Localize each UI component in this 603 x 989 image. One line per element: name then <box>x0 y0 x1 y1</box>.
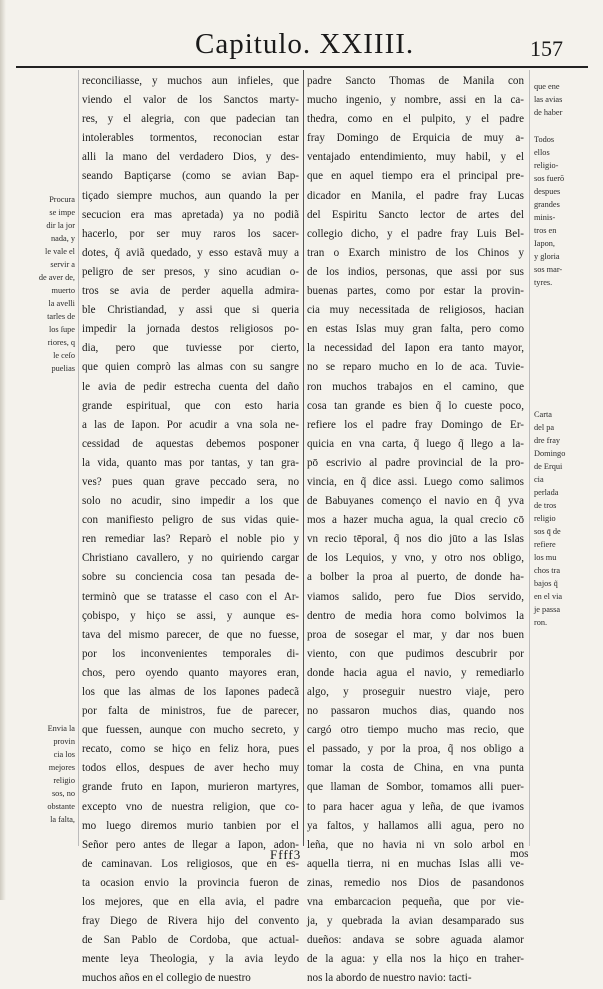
text-line: grande fruto en Iapon, murieron martyres, <box>82 781 299 794</box>
margin-note-line: sos fuerō <box>534 174 565 183</box>
text-line: la necessidad del Iapon era tanto mayor, <box>307 342 524 355</box>
text-line: por falta de ministros, fue de parecer, <box>82 705 299 718</box>
text-line: excepto vno de nuestra religion, que co- <box>82 800 299 813</box>
margin-note-line: Carta <box>534 410 552 419</box>
text-column-right <box>307 72 524 985</box>
margin-note-line: dir la jor <box>46 221 75 230</box>
text-line: de los Lequios, y vno, y otro nos obligo, <box>307 552 524 565</box>
text-line: to para hacer agua y leña, de que ivamos <box>307 800 524 813</box>
text-line: por los inconvenientes temporales di- <box>82 647 299 660</box>
margin-note-line: mejores <box>48 763 75 772</box>
text-line: de la agua: y ella nos la hiço en traher- <box>307 953 524 966</box>
margin-note-line: se impe <box>49 208 75 217</box>
margin-note-line: chos tra <box>534 566 561 575</box>
text-line: viamos salido, pero fue Dios servido, <box>307 590 524 603</box>
margin-note-line: la avelli <box>48 299 75 308</box>
text-line: ya faltos, y hallamos alli agua, pero no <box>307 819 524 832</box>
text-line: collegio dicho, y el padre fray Luis Bel- <box>307 227 524 240</box>
margin-note-line: religio <box>534 514 556 523</box>
text-line: recato, como se hiço en feliz hora, pues <box>82 743 299 756</box>
margin-note-line: del pa <box>534 423 555 432</box>
text-line: sobre su conciencia cosa tan pesada de- <box>82 571 299 584</box>
margin-note-line: Domingo <box>534 449 566 458</box>
margin-note-line: muerto <box>51 286 75 295</box>
margin-note-line: Procura <box>49 195 75 204</box>
text-line: de los indios, personas, que assi por sus <box>307 265 524 278</box>
text-line: los mejores, que en ella avia, el padre <box>82 896 299 909</box>
margin-note-line: cia <box>534 475 544 484</box>
text-line: Christiano cavallero, y no quiriendo cargar <box>82 552 299 565</box>
text-line: los que las almas de los Iapones padecã <box>82 686 299 698</box>
chapter-title: Capitulo. XXIIII. <box>195 28 415 60</box>
text-line: zinas, remedio nos Dios de pasandonos <box>307 876 524 889</box>
margin-note-top-right <box>534 80 594 119</box>
text-line: Señor pero antes de llegar a Iapon, adon- <box>82 838 299 851</box>
text-line: tran o Exarch ministro de los Chinos y <box>307 246 524 259</box>
text-line: de San Pablo de Cordoba, que actual- <box>82 934 299 947</box>
text-line: que en aquel tiempo era el principal pre- <box>307 170 524 183</box>
margin-note-line: tros en <box>534 226 557 235</box>
margin-note-line: Iapon, <box>534 239 555 248</box>
text-line: aquella tierra, ni en muchas Islas alli ve- <box>307 857 524 870</box>
text-line: viendo el valor de los Sanctos marty- <box>82 94 299 107</box>
margin-note-line: le ceſo <box>53 351 75 360</box>
text-line: hacerlo, por ser muy raros los sacer- <box>82 227 299 240</box>
right-margin-rule <box>529 70 530 846</box>
text-line: muchos años en el collegio de nuestro <box>82 972 251 985</box>
text-line: ja, y quebrada la avian desamparado sus <box>307 915 524 928</box>
signature-mark: Ffff3 <box>270 847 302 862</box>
margin-note-line: dre fray <box>534 436 561 445</box>
text-line: que llaman de Sombor, tomamos alli puer- <box>307 781 524 794</box>
text-line: la vida, quanto mas por tantas, y tan gra- <box>82 456 299 469</box>
catchword: mos <box>510 848 529 860</box>
text-line: buenas partes, como por estar la provin- <box>307 285 524 298</box>
text-line: intolerables tormentos, reconocian estar <box>82 132 299 145</box>
text-line: chos, pero oyendo quanto mayores eran, <box>82 666 299 679</box>
margin-note-line: sos, no <box>51 789 75 798</box>
text-line: fray Diego de Rivera hijo del convento <box>82 915 299 928</box>
text-line: vn recio tēporal, q̃ nos dio jūto a las Islas <box>307 533 524 546</box>
text-line: ventajado entendimiento, muy habil, y el <box>307 151 524 164</box>
text-line: en estas Islas muy gran falta, pero como <box>307 323 524 336</box>
text-line: leña, que no havia ni vn solo arbol en <box>307 838 524 851</box>
text-line: dueños: andava se sobre aguada alamor <box>307 934 524 947</box>
column-divider <box>303 70 304 846</box>
text-line: el passado, y por la proa, q̃ nos obligo a <box>307 743 524 756</box>
text-line: ves? pues quan grave peccado sera, no <box>82 475 299 488</box>
margin-note-line: las avias <box>534 95 563 104</box>
text-line: con manifiesto peligro de sus vidas quie- <box>82 514 299 527</box>
text-line: dentro de media hora como bolvimos la <box>307 609 524 622</box>
margin-note-line: sos q̄ de <box>534 527 561 536</box>
margin-note-line: de tros <box>534 501 557 510</box>
margin-note-line: tarles de <box>47 312 75 321</box>
margin-note-envia <box>15 722 75 826</box>
margin-note-line: le vale el <box>45 247 75 256</box>
margin-note-line: de Erqui <box>534 462 563 471</box>
text-line: proa de sosegar el mar, y dar nos buen <box>307 628 524 641</box>
margin-note-line: obstante <box>47 802 75 811</box>
left-margin-rule <box>78 70 79 846</box>
text-line: mos a hazer mucha agua, la qual crecio cō <box>307 514 524 527</box>
text-line: que quien comprò las almas con su sangre <box>82 361 299 374</box>
text-line: todos ellos, despues de aver hecho muy <box>82 762 299 775</box>
text-line: refiere los el padre fray Domingo de Er- <box>307 418 524 431</box>
text-line: seando Baptiçarse (como se avian Bap- <box>82 170 299 183</box>
margin-note-line: la falta, <box>50 815 75 824</box>
margin-note-line: nada, y <box>51 234 75 243</box>
margin-note-line: despues <box>534 187 561 196</box>
margin-note-line: religio <box>53 776 75 785</box>
margin-note-line: minis- <box>534 213 556 222</box>
text-line: cia muy necessitada de religiosos, hacian <box>307 304 524 317</box>
text-line: tiçado siempre muchos, aun quando la per <box>82 189 299 202</box>
text-line: de caminavan. Los religiosos, que en es- <box>82 857 299 870</box>
text-line: le avia de pedir estrecha cuenta del daño <box>82 380 299 393</box>
text-line: quicia en vna carta, q̃ luego q̃ llego a la- <box>307 437 524 450</box>
text-line: ren remediar las? Reparò el noble pio y <box>82 533 299 546</box>
margin-note-line: tyres. <box>534 278 553 287</box>
margin-note-procura <box>15 193 75 375</box>
text-line: que fuessen, aunque con mucho secreto, y <box>82 724 299 737</box>
text-line: tomar la costa de China, en vna punta <box>307 762 524 775</box>
text-line: del Espiritu Sancto lector de artes del <box>307 208 524 221</box>
text-line: ta ocasion envio la provincia fueron de <box>82 876 299 889</box>
margin-note-line: provin <box>53 737 75 746</box>
margin-note-line: de haber <box>534 108 563 117</box>
text-line: a bolber la proa al puerto, de donde ha- <box>307 571 524 584</box>
text-line: no passaron muchos dias, quando nos <box>307 705 524 718</box>
margin-note-line: Envia la <box>47 724 75 733</box>
text-line: solo no acudir, sino impedir a los que <box>82 495 299 508</box>
margin-note-line: puelias <box>51 364 75 373</box>
text-line: vna embarcacion pequeña, que por vie- <box>307 896 524 909</box>
margin-note-line: ron. <box>534 618 548 627</box>
text-line: terminò que se tratasse el caso con el Ar- <box>82 590 299 603</box>
margin-note-line: perlada <box>534 488 559 497</box>
margin-note-line: los ſupe <box>48 325 75 334</box>
text-line: vincia, en q̃ dice assi. Luego como salimos <box>307 475 524 488</box>
text-line: ron muchos trabajos en el camino, que <box>307 380 524 393</box>
margin-note-todos <box>534 133 594 289</box>
text-line: cargó otro tiempo mucho mas recio, que <box>307 724 524 737</box>
margin-note-carta <box>534 408 594 629</box>
margin-note-line: cia los <box>53 750 75 759</box>
text-line: cosa tan grande es bien q̃ lo cueste poco, <box>307 399 524 412</box>
margin-note-line: y gloria <box>534 252 560 261</box>
margin-note-line: servir a <box>50 260 75 269</box>
margin-note-line: religio- <box>534 161 559 170</box>
text-line: impedir la jornada destos religiosos po- <box>82 323 299 336</box>
text-line: ble Christiandad, y assi que si queria <box>82 304 299 317</box>
text-line: cessidad de aquestas debemos posponer <box>82 437 299 450</box>
margin-note-line: riores, q <box>47 338 75 347</box>
margin-note-line: bajos q̃ <box>534 579 558 588</box>
text-line: mucho ingenio, y nombre, assi en la ca- <box>307 94 524 107</box>
text-line: secucion era mas apretada) ya no podiã <box>82 208 299 221</box>
margin-note-line: los mu <box>534 553 557 562</box>
text-line: donde hacia agua el navio, y remediarlo <box>307 666 524 679</box>
margin-note-line: sos mar- <box>534 265 563 274</box>
text-line: tava del mismo parecer, de que no fuesse, <box>82 628 299 641</box>
text-line: res, y el alegria, con que padecian tan <box>82 113 299 126</box>
margin-note-line: je passa <box>534 605 561 614</box>
text-line: mo luego diremos murio tanbien por el <box>82 819 299 832</box>
text-line: mente leya Theologia, y la avia leydo <box>82 953 299 966</box>
page-number: 157 <box>530 36 563 61</box>
text-line: de Babuyanes començo el navio en q̃ yva <box>307 495 524 508</box>
page-edge-shadow <box>0 0 6 900</box>
text-line: peligro de ser presos, y sino acudian o- <box>82 265 299 278</box>
text-line: a las de Iapon. Por acudir a vna sola ne- <box>82 418 299 431</box>
header-rule <box>16 66 588 68</box>
text-line: dotes, q̃ aviã quedado, y esso estavã muy a <box>82 246 299 259</box>
margin-note-line: de aver de, <box>38 273 75 282</box>
margin-note-line: que ene <box>534 82 560 91</box>
margin-note-line: en el via <box>534 592 563 601</box>
text-line: grande espiritual, que con esto haria <box>82 399 299 412</box>
text-line: alli la mano del verdadero Dios, y des- <box>82 151 299 164</box>
margin-note-line: ellos <box>534 148 550 157</box>
margin-note-line: refiere <box>534 540 556 549</box>
text-line: tros se avia de perder aquella admira- <box>82 285 299 298</box>
text-line: algo, y proseguir nuestro viaje, pero <box>307 686 524 698</box>
text-line: reconciliasse, y muchos aun infieles, que <box>82 75 299 87</box>
text-line: thedra, como en el pulpito, y el padre <box>307 113 524 126</box>
text-line: dia, pero que tuviesse por cierto, <box>82 342 299 355</box>
text-line: viento, con que pudimos descubrir por <box>307 647 524 660</box>
text-line: padre Sancto Thomas de Manila con <box>307 75 524 87</box>
text-line: pō escrivio al padre provincial de la pro- <box>307 456 524 469</box>
text-line: fray Domingo de Erquicia de muy a- <box>307 132 524 145</box>
text-line: no se reparo mucho en lo de aca. Tuvie- <box>307 361 524 374</box>
text-line: nos la abordo de nuestro navio: tacti- <box>307 972 472 985</box>
margin-note-line: grandes <box>534 200 560 209</box>
text-line: çobispo, y hiço se assi, y aunque es- <box>82 609 299 622</box>
margin-note-line: Todos <box>534 135 555 144</box>
text-line: dicador en Manila, el padre fray Lucas <box>307 189 524 202</box>
